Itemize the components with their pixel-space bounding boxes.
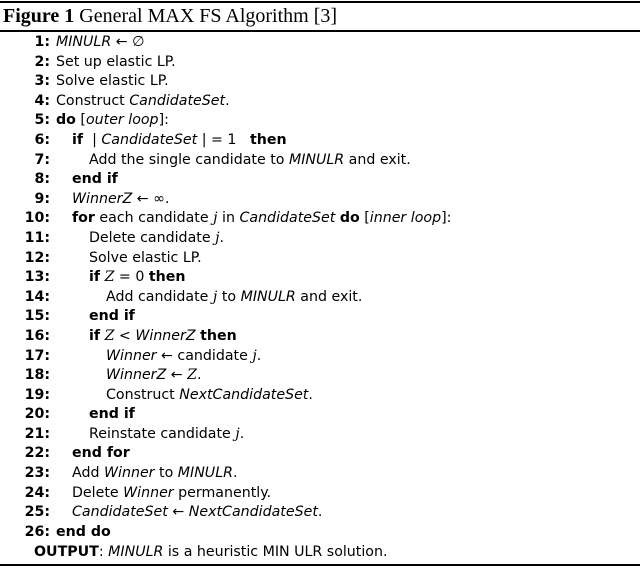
line-token: CandidateSet <box>129 92 226 109</box>
algorithm-line <box>0 190 640 210</box>
line-token: end for <box>72 445 130 462</box>
line-token: outer loop <box>85 112 159 129</box>
line-token: end if <box>89 308 135 325</box>
line-text <box>106 288 362 308</box>
line-text <box>106 347 261 367</box>
line-token: ]: <box>441 210 452 227</box>
line-token: . <box>219 229 224 246</box>
line-token: Z <box>104 269 115 286</box>
line-token: and exit. <box>344 151 411 168</box>
line-token: end if <box>72 171 118 188</box>
algorithm-line <box>0 268 640 288</box>
algorithm-line <box>0 209 640 229</box>
line-token: to <box>154 465 178 482</box>
line-token: j <box>213 210 218 227</box>
bottom-rule <box>0 564 640 566</box>
line-text <box>56 53 176 73</box>
algorithm-line <box>0 111 640 131</box>
line-token: each candidate <box>94 210 214 227</box>
line-token: MINULR <box>177 465 233 482</box>
line-token: Z <box>187 367 198 384</box>
line-token: WinnerZ <box>72 190 133 207</box>
line-token: permanently. <box>173 484 272 501</box>
line-token: WinnerZ <box>135 327 196 344</box>
line-token: Add <box>72 465 104 482</box>
algorithm-line <box>0 347 640 367</box>
line-token: Z <box>104 327 115 344</box>
line-number: 23: <box>24 465 50 482</box>
line-token: ← <box>167 504 189 521</box>
line-number: 7: <box>34 151 50 168</box>
line-token: . <box>232 465 238 482</box>
algorithm-line <box>0 464 640 484</box>
line-number: 5: <box>34 112 50 129</box>
algorithm-line <box>0 484 640 504</box>
line-token: MINULR <box>288 151 345 168</box>
line-token: Construct <box>106 386 180 403</box>
line-token: in <box>217 210 240 227</box>
line-token: ← candidate <box>156 347 253 364</box>
line-token: [ <box>75 112 86 129</box>
line-token: CandidateSet <box>72 504 168 521</box>
algorithm-line <box>0 366 640 386</box>
line-number: 14: <box>24 288 50 305</box>
output-line <box>34 543 388 563</box>
line-token: . <box>317 504 323 521</box>
line-token: < <box>114 327 136 344</box>
line-text <box>89 229 224 249</box>
output-subject: MINULR <box>108 544 164 560</box>
line-number: 11: <box>24 229 50 246</box>
line-number: 17: <box>24 347 50 364</box>
algorithm-line <box>0 229 640 249</box>
line-token: . <box>256 347 262 364</box>
line-token: do <box>339 210 360 227</box>
line-token: and exit. <box>295 288 363 305</box>
algorithm-line <box>0 151 640 171</box>
line-token: = 0 <box>114 269 149 286</box>
line-text <box>89 425 244 445</box>
line-number: 12: <box>24 249 50 266</box>
line-token: do <box>56 112 76 129</box>
line-token: ← ∅ <box>111 34 145 50</box>
line-token: . <box>239 425 245 442</box>
line-token: Delete candidate <box>89 229 216 246</box>
line-token: Winner <box>103 465 155 482</box>
line-text <box>89 405 135 425</box>
algorithm-line <box>0 386 640 406</box>
algorithm-line <box>0 444 640 464</box>
line-text <box>56 111 169 131</box>
algorithm-line <box>0 503 640 523</box>
algorithm-lines <box>0 33 640 542</box>
line-token: j <box>215 229 220 246</box>
line-token: | = 1 <box>197 131 250 148</box>
line-token: NextCandidateSet <box>179 386 309 403</box>
caption-rule <box>0 30 640 32</box>
line-token: WinnerZ <box>106 367 167 384</box>
line-token: . <box>197 367 202 384</box>
line-token: if <box>89 327 101 344</box>
line-token: then <box>200 327 237 344</box>
line-text <box>89 327 237 347</box>
line-token: Construct <box>56 92 130 109</box>
algorithm-line <box>0 92 640 112</box>
line-token: j <box>235 425 240 442</box>
line-text <box>72 209 451 229</box>
algorithm-line <box>0 249 640 269</box>
line-token: inner loop <box>369 210 442 227</box>
line-number: 8: <box>34 171 50 188</box>
line-number: 15: <box>24 308 50 325</box>
line-text <box>72 484 271 504</box>
line-text <box>89 151 411 171</box>
figure-title: General MAX FS Algorithm [3] <box>79 5 338 27</box>
line-token: j <box>252 347 257 364</box>
algorithm-line <box>0 72 640 92</box>
line-token: end if <box>89 406 135 423</box>
top-rule <box>0 1 640 3</box>
line-token: MINULR <box>56 34 112 50</box>
line-text <box>56 92 230 112</box>
line-number: 3: <box>34 73 50 90</box>
line-token: if <box>89 269 101 286</box>
line-token: MINULR <box>240 288 296 305</box>
algorithm-line <box>0 131 640 151</box>
figure-label: Figure 1 <box>3 5 75 27</box>
figure-caption <box>3 4 337 28</box>
algorithm-line <box>0 523 640 543</box>
line-text <box>56 33 144 53</box>
line-token: for <box>72 210 95 227</box>
line-token: if <box>72 131 84 148</box>
line-token: Add the single candidate to <box>89 151 289 168</box>
line-text <box>89 268 185 288</box>
line-text <box>72 170 118 190</box>
algorithm-line <box>0 170 640 190</box>
line-number: 1: <box>34 34 50 50</box>
output-label: OUTPUT <box>34 544 99 560</box>
algorithm-line <box>0 405 640 425</box>
line-token: Winner <box>123 484 174 501</box>
line-token: ← ∞. <box>132 190 170 207</box>
algorithm-line <box>0 307 640 327</box>
line-number: 18: <box>24 367 50 384</box>
line-number: 21: <box>24 425 50 442</box>
line-number: 20: <box>24 406 50 423</box>
line-token: Set up elastic LP. <box>56 53 176 70</box>
algorithm-line <box>0 53 640 73</box>
algorithm-line <box>0 425 640 445</box>
output-separator: : <box>98 544 109 560</box>
line-number: 9: <box>34 190 50 207</box>
line-number: 6: <box>34 131 50 148</box>
line-token: then <box>148 269 186 286</box>
line-text <box>72 444 130 464</box>
line-text <box>72 464 237 484</box>
line-token: Delete <box>72 484 124 501</box>
line-number: 4: <box>34 92 50 109</box>
line-text <box>89 307 135 327</box>
line-token: CandidateSet <box>239 210 336 227</box>
line-number: 10: <box>24 210 50 227</box>
line-token: Solve elastic LP. <box>89 249 202 266</box>
line-number: 26: <box>24 523 50 540</box>
line-token: NextCandidateSet <box>188 504 318 521</box>
line-token: then <box>249 131 287 148</box>
line-text <box>72 131 287 151</box>
line-number: 13: <box>24 269 50 286</box>
line-number: 19: <box>24 386 50 403</box>
line-text <box>72 503 322 523</box>
line-number: 22: <box>24 445 50 462</box>
line-number: 24: <box>24 484 50 501</box>
line-token: Add candidate <box>106 288 213 305</box>
line-token: Reinstate candidate <box>89 425 236 442</box>
algorithm-line <box>0 33 640 53</box>
line-text <box>56 72 169 92</box>
algorithm-line <box>0 288 640 308</box>
line-token: | <box>83 131 102 148</box>
line-token: to <box>217 288 241 305</box>
line-text <box>106 386 313 406</box>
line-token: ]: <box>158 112 169 129</box>
line-text <box>106 366 202 386</box>
algorithm-line <box>0 327 640 347</box>
line-number: 16: <box>24 327 50 344</box>
line-token: j <box>212 288 218 305</box>
line-token: . <box>225 92 230 109</box>
output-text: is a heuristic MIN ULR solution. <box>163 544 388 560</box>
line-number: 2: <box>34 53 50 70</box>
line-token: Solve elastic LP. <box>56 73 169 90</box>
line-number: 25: <box>24 504 50 521</box>
line-text <box>72 190 170 210</box>
line-token: Winner <box>106 347 157 364</box>
line-token: . <box>308 386 313 403</box>
line-token: end do <box>56 523 111 540</box>
line-text <box>56 523 111 543</box>
line-token: ← <box>166 367 188 384</box>
line-text <box>89 249 202 269</box>
line-token: CandidateSet <box>101 131 198 148</box>
line-token: [ <box>359 210 370 227</box>
